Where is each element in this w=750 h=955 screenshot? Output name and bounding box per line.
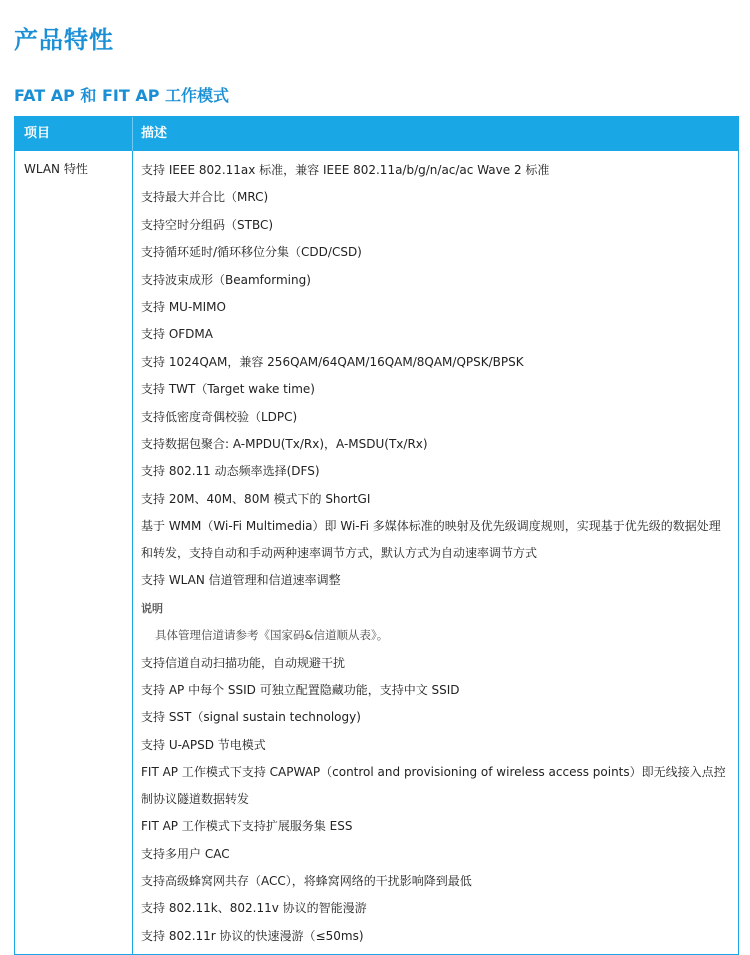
feature-row: 支持 IEEE 802.11ax 标准，兼容 IEEE 802.11a/b/g/n/ac/ac Wave 2 标准	[141, 163, 550, 177]
feature-row: 支持数据包聚合: A-MPDU(Tx/Rx)，A-MSDU(Tx/Rx)	[141, 437, 428, 452]
note-label: 说明	[141, 601, 163, 615]
feature-row: 支持 MU-MIMO	[141, 300, 226, 315]
feature-row: 支持波束成形（Beamforming)	[141, 272, 311, 287]
feature-row: 支持 WLAN 信道管理和信道速率调整	[141, 573, 341, 588]
feature-row: 支持信道自动扫描功能，自动规避干扰	[141, 655, 346, 670]
feature-row: 支持 20M、40M、80M 模式下的 ShortGI	[141, 491, 371, 506]
feature-row: 基于 WMM（Wi-Fi Multimedia）即 Wi-Fi 多媒体标准的映射及优先级调度规则，实现基于优先级的数据处理和转发，支持自动和手动两种速率调节方式，默认方式为自动速率调节方式	[141, 519, 721, 561]
header-desc: 描述	[141, 126, 168, 141]
feature-row: 支持 SST（signal sustain technology)	[141, 710, 361, 725]
desc-cell	[133, 151, 738, 954]
feature-row: 支持高级蜂窝网共存（ACC），将蜂窝网络的干扰影响降到最低	[141, 873, 472, 888]
category-cell: WLAN 特性	[15, 151, 133, 954]
feature-row: 支持低密度奇偶校验（LDPC)	[141, 409, 298, 424]
table-header	[15, 117, 738, 151]
feature-row: 支持 1024QAM，兼容 256QAM/64QAM/16QAM/8QAM/QPSK/BPSK	[141, 354, 524, 369]
table-body	[15, 151, 738, 954]
feature-row: 支持 TWT（Target wake time)	[141, 382, 315, 397]
feature-row: FIT AP 工作模式下支持 CAPWAP（control and provisioning of wireless access points）即无线接入点控制协议隧道数据转发	[141, 765, 726, 807]
feature-row: 支持 OFDMA	[141, 327, 213, 342]
feature-row: 支持 AP 中每个 SSID 可独立配置隐藏功能，支持中文 SSID	[141, 682, 460, 697]
section-title: FAT AP 和 FIT AP 工作模式	[14, 86, 230, 105]
feature-row: 支持 802.11 动态频率选择(DFS)	[141, 464, 320, 479]
feature-row: 支持循环延时/循环移位分集（CDD/CSD)	[141, 245, 362, 260]
feature-row: FIT AP 工作模式下支持扩展服务集 ESS	[141, 819, 353, 834]
note-text: 具体管理信道请参考《国家码&信道顺从表》。	[155, 628, 389, 643]
feature-row: 支持空时分组码（STBC)	[141, 217, 274, 232]
page-title: 产品特性	[14, 26, 114, 54]
feature-row: 支持最大并合比（MRC)	[141, 190, 269, 205]
feature-row: 支持多用户 CAC	[141, 846, 230, 861]
feature-row: 支持 802.11k、802.11v 协议的智能漫游	[141, 901, 367, 916]
spec-table	[14, 116, 739, 955]
header-item: 项目	[15, 117, 133, 151]
feature-row: 支持 U-APSD 节电模式	[141, 737, 266, 752]
feature-row: 支持 802.11r 协议的快速漫游（≤50ms)	[141, 928, 364, 943]
